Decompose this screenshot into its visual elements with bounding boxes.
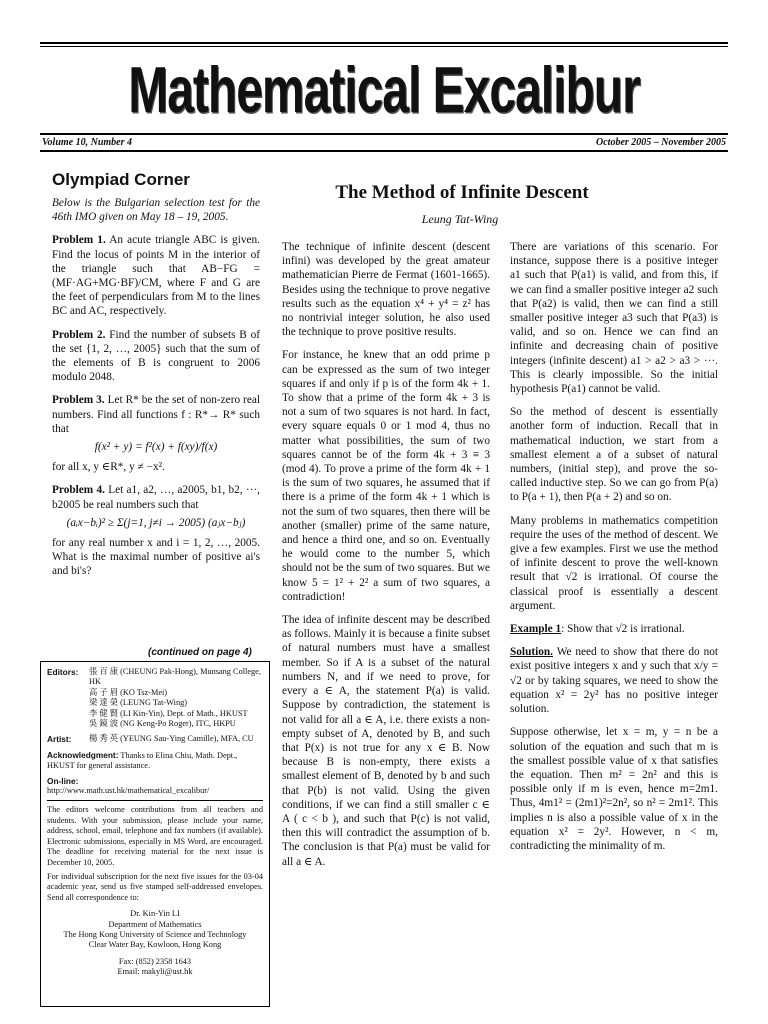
address-line: Dr. Kin-Yin LI — [130, 909, 180, 919]
problem-label: Problem 3. — [52, 394, 105, 407]
solution — [510, 645, 718, 716]
editor-entry: 高 子 眉 (KO Tsz-Mei) — [89, 687, 168, 697]
ack-text: Thanks to Elina Chiu, Math. Dept., HKUST for general assistance. — [47, 750, 238, 771]
fax-number: Fax: (852) 2358 1643 — [118, 956, 192, 966]
olympiad-intro: Below is the Bulgarian selection test for the 46th IMO given on May 18 – 19, 2005. — [52, 197, 260, 224]
problem-label: Problem 2. — [52, 328, 106, 341]
problem-text: An acute triangle ABC is given. Find the locus of points M in the interior of the triangle such that AB−FG = (MF·AG+MG·BF)/CM, where F and G are the feet of perpendiculars from M to the lines BC and AC, respectively. — [52, 234, 260, 318]
paragraph: There are variations of this scenario. For instance, suppose there is a positive integer a1 such that P(a1) is valid, and from this, if we can find a smaller positive integer a2 such that P(a2) is valid, then we can find a still smaller positive integer a3 such that P(a3) is valid, and so on. Hence we can find an infinite and decreasing chain of positive integers (infinite descent) a1 > a2 > a3 > ···. This is clearly impossible. So the initial hypothesis P(a1) cannot be valid. — [510, 241, 718, 396]
problem-3-condition: for all x, y ∈R*, y ≠ −x². — [52, 461, 165, 474]
problem-text: Find the number of subsets B of the set {1, 2, …, 2005} such that the sum of the elements of B is congruent to 2006 modulo 2048. — [52, 328, 260, 384]
mailing-address — [47, 909, 263, 977]
submission-note: The editors welcome contributions from all teachers and students. With your submission, please include your name, address, school, email, telephone and fax numbers (if available). Electronic submissions, especially in MS Word, are encouraged. The deadline for receiving material for the next issue is December 10, 2005. — [47, 805, 263, 867]
address-line: The Hong Kong University of Science and Technology — [63, 929, 247, 939]
editor-entry: 吳 鏡 波 (NG Keng-Po Roger), ITC, HKPU — [89, 719, 236, 729]
ack-label: Acknowledgment: — [47, 749, 119, 760]
paragraph: Suppose otherwise, let x = m, y = n be a solution of the equation and such that m is the smallest possible value of x that satisfies the equation. Then m² = 2n² and this is possible only if m is even, hence m=2m1. Thus, 4m1² = (2m1)²=2n², so n² = 2m1². This implies n is also a possible value of x in the equation x² = 2y². However, n < m, contradicting the minimality of m. — [510, 726, 718, 852]
acknowledgment — [47, 750, 263, 772]
header-rule-bottom — [40, 150, 728, 152]
paragraph: The idea of infinite descent may be described as follows. Mainly it is because a finite subset of natural numbers must have a smallest member. So if A is a subset of the natural numbers N, and if we need to prove, for every a ∈ A, the statement P(a) is valid. Suppose by contradiction, the statement is not valid for all a ∈ A, i.e. there exists a non-empty subset of A, denoted by B, and such that P(x) is not true for any x ∈ B. Now because B is non-empty, there exists a smallest element of B, denoted by b and such that P(b) is not valid. Using the given conditions, if we can find a still smaller c ∈ A ( c < b ), and such that P(c) is not valid, then this will contradict the assumption of b. The conclusion is that P(a) must be valid for all a ∈ A. — [282, 614, 491, 868]
artist-label: Artist: — [47, 734, 72, 745]
article-author: Leung Tat-Wing — [421, 212, 499, 226]
online-label: On-line: — [47, 775, 79, 786]
artist-line — [47, 734, 263, 744]
editors-box — [40, 661, 270, 1007]
top-rule-thick — [40, 42, 728, 44]
online-url[interactable]: http://www.math.ust.hk/mathematical_excalibur/ — [47, 786, 210, 796]
problem-text: Let R* be the set of non-zero real numbers. Find all functions f : R*→ R* such that — [52, 394, 260, 435]
problem-text: Let a1, a2, …, a2005, b1, b2, ···, b2005 be real numbers such that — [52, 484, 260, 511]
issue-date: October 2005 – November 2005 — [596, 137, 726, 148]
solution-text: We need to show that there do not exist positive integers x and y such that x/y = √2 or by taking squares, we need to show the equation x² = 2y² has no positive integer solution. — [510, 646, 718, 716]
problem-label: Problem 4. — [52, 484, 105, 497]
problem-3-equation: f(x² + y) = f²(x) + f(xy)/f(x) — [94, 441, 218, 454]
address-line: Clear Water Bay, Kowloon, Hong Kong — [88, 940, 222, 950]
address-line: Department of Mathematics — [108, 919, 202, 929]
editor-entry: 張 百 康 (CHEUNG Pak-Hong), Munsang College, HK — [89, 667, 261, 687]
solution-label: Solution. — [510, 646, 554, 659]
masthead-title: Mathematical Excalibur — [128, 55, 640, 127]
article-column-1 — [282, 240, 490, 878]
header-rule-top — [40, 133, 728, 135]
example-label: Example 1 — [510, 623, 562, 636]
problem-4-equation: (aᵢx−bᵢ)² ≥ Σ(j=1, j≠i → 2005) (aⱼx−bⱼ) — [66, 516, 246, 529]
olympiad-column — [52, 196, 260, 588]
paragraph: So the method of descent is essentially another form of induction. Recall that in mathematical induction, we start from a smallest element a of a subset of natural numbers, (initial step), and prove the so-called inductive step. So we can go from P(a) to P(a + 1), then P(a + 2) and so on. — [510, 406, 718, 504]
artist-name: 楊 秀 英 (YEUNG Sau-Ying Camille), MFA, CU — [89, 734, 254, 744]
paragraph: The technique of infinite descent (descent infini) was developed by the great amateur mathematician Pierre de Fermat (1601-1665). Besides using the technique to prove negative results such as the equation x⁴ + y⁴ = z² has no nontrivial integer solution, he also used the technique to prove positive results. — [282, 241, 490, 339]
article-column-2 — [510, 240, 718, 862]
editors-list — [47, 667, 263, 729]
editor-entry: 梁 達 榮 (LEUNG Tat-Wing) — [89, 698, 188, 708]
subscription-note: For individual subscription for the next five issues for the 03-04 academic year, send us five stamped self-addressed envelopes. Send all correspondence to: — [47, 871, 263, 902]
box-divider — [47, 800, 263, 801]
problem-3 — [52, 393, 260, 436]
volume-number: Volume 10, Number 4 — [42, 137, 133, 148]
paragraph: For instance, he knew that an odd prime p can be expressed as the sum of two integer squares if and only if p is of the form 4k + 1. To show that a prime of the form 4k + 3 is not a sum of two squares is not hard. In fact, every square equals 0 or 1 mod 4, thus no matter what possibilities, the sum of two squares cannot be of the form 4k + 3 ≡ 3 (mod 4). To prove a prime of the form 4k + 1 is the sum of two squares, he assumed that if there is a prime of the form 4k + 1 which is not the sum of two squares, then there will be another (smaller) prime of the same nature, and hence a third one, and so on. Eventually he would come to the number 5, which should not be the sum of two squares. But we know 5 = 1² + 2² a sum of two squares, a contradiction! — [282, 349, 490, 603]
problem-4 — [52, 483, 260, 511]
problem-label: Problem 1. — [52, 234, 106, 247]
editors-label: Editors: — [47, 667, 79, 677]
email-address[interactable]: Email: makyli@ust.hk — [117, 967, 193, 977]
top-rule-thin — [40, 46, 728, 47]
article-title: The Method of Infinite Descent — [335, 182, 589, 203]
olympiad-corner-title: Olympiad Corner — [52, 170, 190, 189]
problem-1 — [52, 233, 260, 318]
problem-2 — [52, 328, 260, 385]
example-text: : Show that √2 is irrational. — [561, 623, 685, 636]
example-1 — [510, 622, 718, 636]
problem-4-condition: for any real number x and i = 1, 2, …, 2005. What is the maximal number of positive ai's and bi's? — [52, 537, 260, 578]
editor-entry: 李 健 賢 (LI Kin-Yin), Dept. of Math., HKUST — [89, 708, 248, 718]
paragraph: Many problems in mathematics competition require the uses of the method of descent. We give a few examples. First we use the method of infinite descent to prove the well-known result that √2 is irrational. Of course the classical proof is essentially a descent argument. — [510, 514, 718, 612]
continued-note: (continued on page 4) — [148, 647, 252, 658]
